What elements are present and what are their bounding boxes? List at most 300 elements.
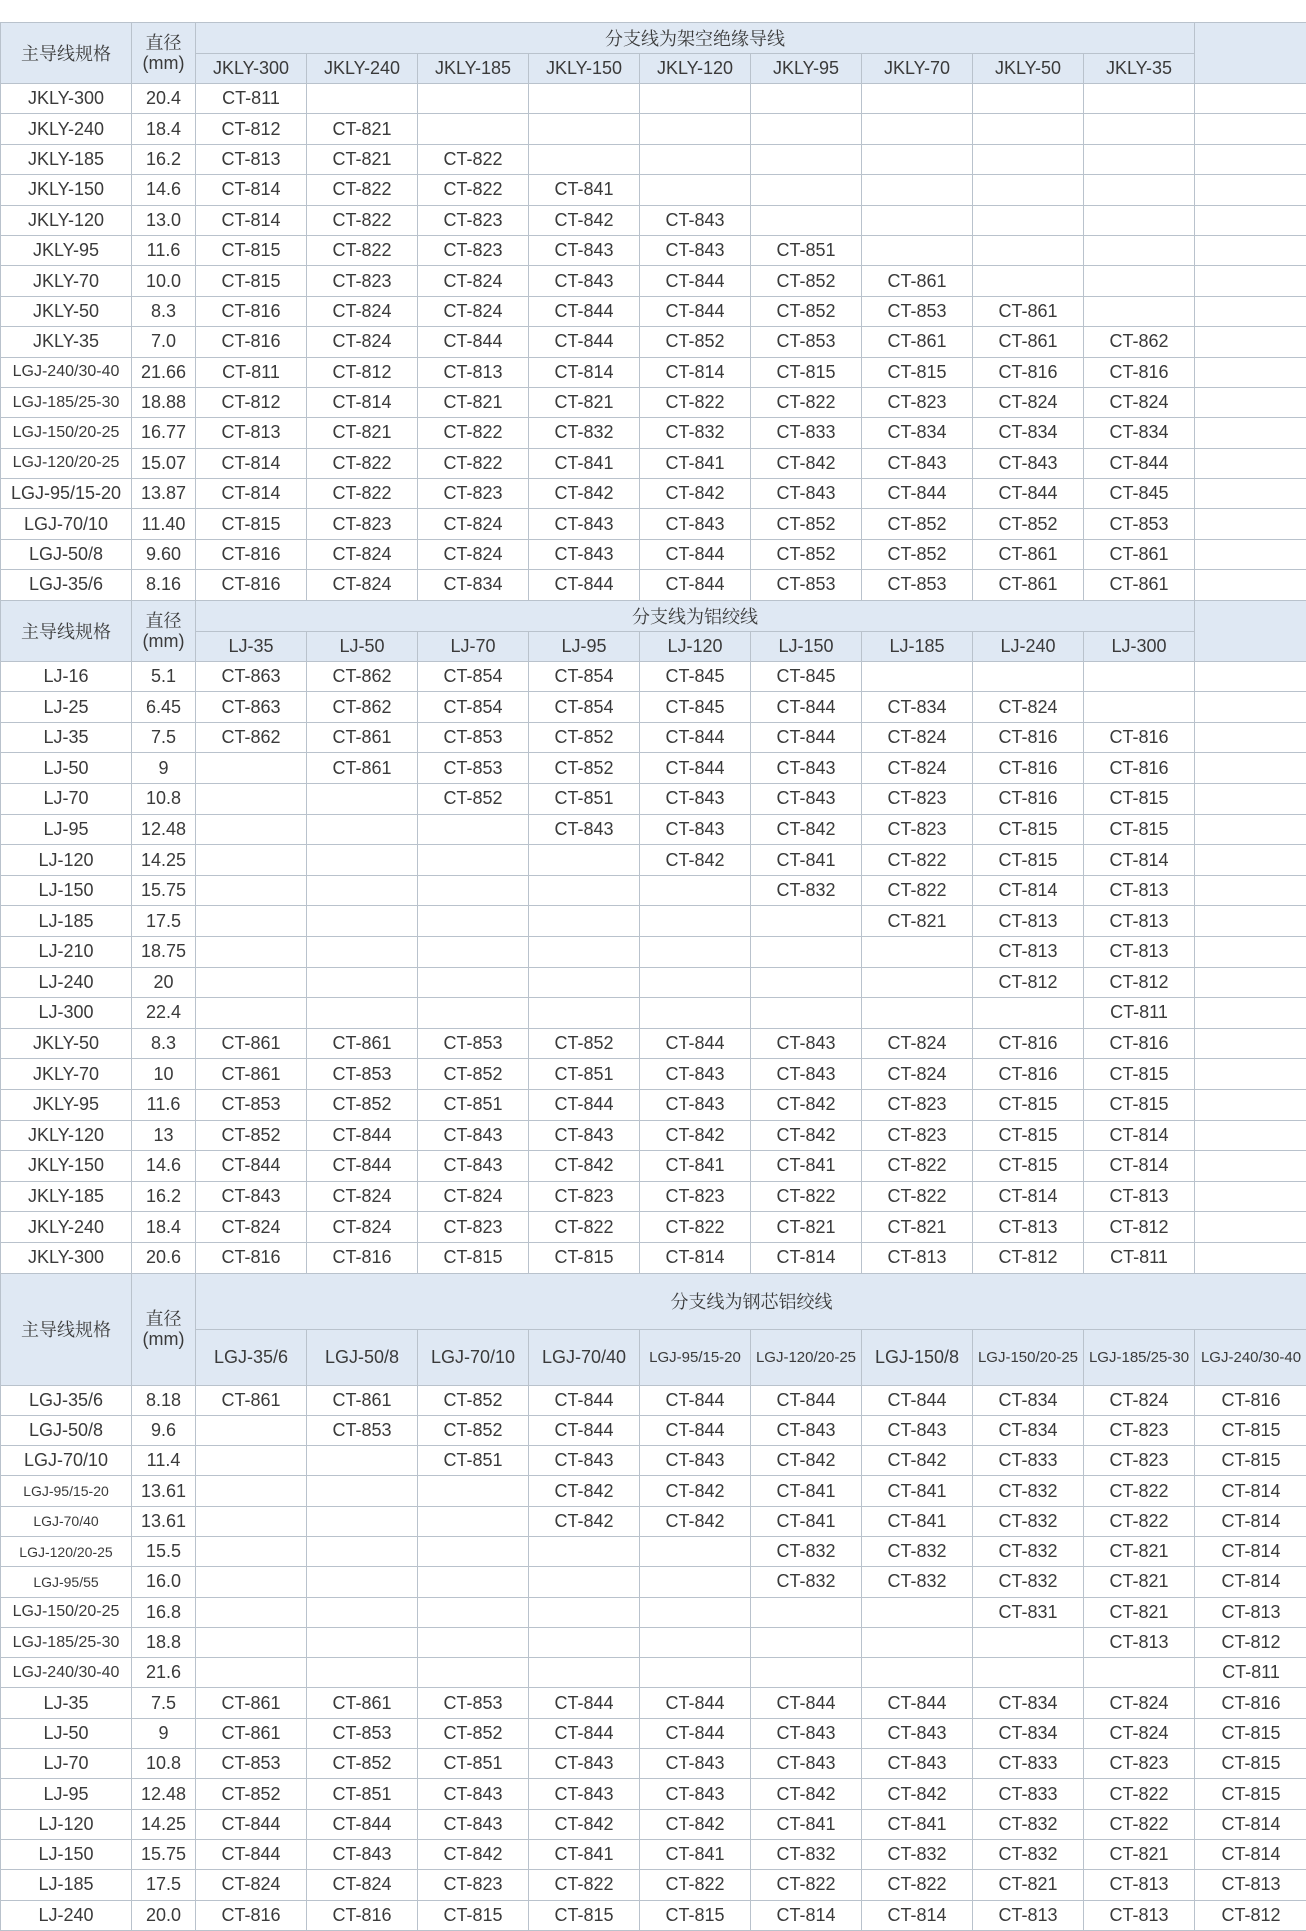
table-row	[1, 1120, 1306, 1151]
table-row	[1, 1627, 1306, 1657]
connector-model-cell: CT-834	[973, 1385, 1084, 1415]
connector-model-cell	[529, 1567, 640, 1597]
diameter-value: 8.3	[132, 296, 196, 326]
connector-model-cell: CT-844	[196, 1839, 307, 1869]
connector-model-cell: CT-861	[196, 1688, 307, 1718]
branch-columns-row	[1, 631, 1306, 661]
connector-model-cell: CT-822	[751, 1181, 862, 1212]
connector-model-cell: CT-815	[1084, 814, 1195, 845]
diameter-value: 10.8	[132, 1749, 196, 1779]
connector-model-cell	[1084, 84, 1195, 114]
connector-model-cell: CT-844	[640, 1028, 751, 1059]
connector-model-cell: CT-851	[529, 1059, 640, 1090]
connector-model-cell: CT-862	[307, 661, 418, 692]
connector-model-cell: CT-844	[307, 1151, 418, 1182]
connector-model-cell: CT-843	[529, 509, 640, 539]
connector-model-cell: CT-844	[640, 539, 751, 569]
connector-model-cell	[307, 936, 418, 967]
connector-model-cell: CT-843	[307, 1839, 418, 1869]
connector-model-cell: CT-853	[418, 1028, 529, 1059]
connector-model-cell: CT-853	[196, 1749, 307, 1779]
connector-model-cell: CT-822	[640, 387, 751, 417]
connector-model-cell: CT-852	[529, 722, 640, 753]
connector-model-cell: CT-845	[1084, 479, 1195, 509]
branch-column-header: LGJ-35/6	[196, 1329, 307, 1385]
connector-model-cell	[196, 1627, 307, 1657]
connector-model-cell: CT-844	[196, 1809, 307, 1839]
connector-model-cell: CT-833	[973, 1446, 1084, 1476]
connector-model-cell	[973, 1658, 1084, 1688]
connector-model-cell	[751, 84, 862, 114]
connector-model-cell: CT-861	[196, 1718, 307, 1748]
table-row	[1, 448, 1306, 478]
connector-model-cell	[1195, 205, 1306, 235]
diameter-value: 18.88	[132, 387, 196, 417]
connector-model-cell	[196, 906, 307, 937]
connector-model-cell: CT-816	[1084, 753, 1195, 784]
connector-model-cell: CT-844	[751, 1385, 862, 1415]
connector-model-cell: CT-815	[196, 266, 307, 296]
connector-model-cell	[1084, 296, 1195, 326]
branch-column-header: LJ-150	[751, 631, 862, 661]
main-conductor-spec: LGJ-95/15-20	[1, 479, 132, 509]
connector-model-cell	[1084, 661, 1195, 692]
table-row	[1, 906, 1306, 937]
connector-model-cell: CT-814	[640, 1242, 751, 1273]
connector-model-cell: CT-843	[529, 539, 640, 569]
connector-model-cell: CT-814	[196, 175, 307, 205]
table-row	[1, 1658, 1306, 1688]
connector-model-cell	[751, 144, 862, 174]
connector-model-cell: CT-843	[751, 1415, 862, 1445]
diameter-header: 直径 (mm)	[132, 600, 196, 661]
table-row	[1, 144, 1306, 174]
connector-model-cell: CT-843	[640, 205, 751, 235]
connector-model-cell: CT-851	[307, 1779, 418, 1809]
main-conductor-spec: LJ-240	[1, 967, 132, 998]
connector-model-cell	[529, 1537, 640, 1567]
connector-model-cell: CT-832	[973, 1476, 1084, 1506]
connector-model-cell: CT-821	[1084, 1567, 1195, 1597]
connector-model-cell: CT-832	[973, 1839, 1084, 1869]
connector-model-cell	[640, 875, 751, 906]
connector-model-cell: CT-844	[529, 1385, 640, 1415]
connector-model-cell: CT-841	[751, 1506, 862, 1536]
connector-model-cell	[307, 998, 418, 1029]
connector-model-cell	[973, 144, 1084, 174]
connector-model-cell: CT-841	[751, 845, 862, 876]
connector-model-cell: CT-843	[529, 1446, 640, 1476]
connector-model-cell: CT-821	[1084, 1537, 1195, 1567]
connector-model-cell: CT-824	[196, 1870, 307, 1900]
connector-model-cell	[418, 998, 529, 1029]
main-conductor-spec: LGJ-240/30-40	[1, 1658, 132, 1688]
connector-model-cell: CT-824	[418, 1181, 529, 1212]
blank-header-cell	[1195, 600, 1306, 661]
main-conductor-spec: JKLY-185	[1, 144, 132, 174]
connector-model-cell: CT-842	[529, 1151, 640, 1182]
connector-model-cell	[1195, 661, 1306, 692]
connector-model-cell: CT-813	[1084, 936, 1195, 967]
main-conductor-spec-header: 主导线规格	[1, 23, 132, 84]
branch-column-header: LJ-185	[862, 631, 973, 661]
connector-model-cell: CT-816	[973, 784, 1084, 815]
connector-model-cell	[529, 998, 640, 1029]
connector-model-cell: CT-842	[640, 1809, 751, 1839]
table-row	[1, 539, 1306, 569]
diameter-value: 20	[132, 967, 196, 998]
connector-model-cell: CT-813	[973, 1212, 1084, 1243]
connector-model-cell: CT-844	[640, 722, 751, 753]
diameter-value: 15.07	[132, 448, 196, 478]
connector-model-cell	[862, 661, 973, 692]
connector-model-cell: CT-823	[862, 814, 973, 845]
connector-model-cell: CT-816	[973, 722, 1084, 753]
connector-model-cell: CT-842	[640, 1506, 751, 1536]
connector-model-cell	[529, 906, 640, 937]
connector-model-cell: CT-844	[529, 296, 640, 326]
connector-model-cell: CT-852	[751, 296, 862, 326]
connector-model-cell	[196, 753, 307, 784]
diameter-value: 11.6	[132, 235, 196, 265]
connector-model-cell: CT-816	[196, 1242, 307, 1273]
connector-model-cell: CT-844	[640, 266, 751, 296]
connector-model-cell: CT-832	[862, 1537, 973, 1567]
connector-model-cell: CT-813	[1084, 875, 1195, 906]
main-conductor-spec: LGJ-185/25-30	[1, 1627, 132, 1657]
connector-model-cell: CT-854	[529, 692, 640, 723]
branch-column-header: LJ-120	[640, 631, 751, 661]
connector-model-cell: CT-814	[973, 1181, 1084, 1212]
connector-model-cell: CT-814	[1084, 1120, 1195, 1151]
connector-model-cell: CT-822	[862, 1181, 973, 1212]
connector-model-cell	[1195, 175, 1306, 205]
connector-model-cell	[1195, 1120, 1306, 1151]
table-row	[1, 784, 1306, 815]
diameter-value: 15.75	[132, 875, 196, 906]
table-row	[1, 661, 1306, 692]
connector-model-cell: CT-813	[1084, 1870, 1195, 1900]
table-row	[1, 1900, 1306, 1930]
connector-model-cell: CT-824	[307, 296, 418, 326]
connector-model-cell: CT-853	[751, 327, 862, 357]
connector-model-cell: CT-832	[751, 1839, 862, 1869]
connector-model-cell	[1195, 1089, 1306, 1120]
connector-model-cell	[1195, 387, 1306, 417]
connector-model-cell: CT-811	[1084, 1242, 1195, 1273]
connector-model-cell: CT-823	[307, 266, 418, 296]
connector-model-cell: CT-853	[862, 296, 973, 326]
diameter-value: 13	[132, 1120, 196, 1151]
connector-model-cell: CT-861	[196, 1385, 307, 1415]
branch-column-header: JKLY-240	[307, 54, 418, 84]
connector-model-cell: CT-844	[529, 1415, 640, 1445]
connector-model-cell: CT-813	[1195, 1597, 1306, 1627]
connector-model-cell: CT-844	[196, 1151, 307, 1182]
connector-model-cell: CT-811	[196, 84, 307, 114]
connector-model-cell	[418, 906, 529, 937]
connector-model-cell: CT-824	[1084, 1718, 1195, 1748]
connector-model-cell: CT-842	[751, 1446, 862, 1476]
connector-model-cell	[1084, 205, 1195, 235]
connector-model-cell: CT-814	[751, 1900, 862, 1930]
connector-model-cell	[196, 1446, 307, 1476]
branch-columns-row	[1, 1329, 1306, 1385]
diameter-value: 8.16	[132, 570, 196, 600]
connector-model-cell	[196, 814, 307, 845]
connector-model-cell	[1195, 784, 1306, 815]
connector-model-cell	[529, 1627, 640, 1657]
connector-model-cell: CT-851	[529, 784, 640, 815]
connector-model-cell: CT-843	[640, 1059, 751, 1090]
connector-model-cell	[307, 906, 418, 937]
main-conductor-spec-header: 主导线规格	[1, 600, 132, 661]
main-conductor-spec: LJ-120	[1, 845, 132, 876]
main-conductor-spec: LJ-120	[1, 1809, 132, 1839]
connector-model-cell	[307, 1567, 418, 1597]
connector-model-cell: CT-813	[196, 144, 307, 174]
connector-model-cell: CT-852	[307, 1089, 418, 1120]
connector-model-cell	[307, 84, 418, 114]
connector-model-cell: CT-851	[418, 1089, 529, 1120]
branch-column-header: LGJ-185/25-30	[1084, 1329, 1195, 1385]
connector-model-cell	[862, 205, 973, 235]
connector-model-cell: CT-843	[973, 448, 1084, 478]
connector-model-cell	[751, 114, 862, 144]
connector-model-cell: CT-843	[751, 1718, 862, 1748]
connector-model-cell: CT-816	[196, 539, 307, 569]
diameter-value: 20.0	[132, 1900, 196, 1930]
diameter-header: 直径 (mm)	[132, 1273, 196, 1385]
diameter-value: 18.4	[132, 1212, 196, 1243]
table-row	[1, 1476, 1306, 1506]
connector-model-cell: CT-823	[307, 509, 418, 539]
connector-model-cell	[862, 114, 973, 144]
connector-model-cell	[751, 967, 862, 998]
table-row	[1, 753, 1306, 784]
connector-model-cell: CT-844	[640, 1688, 751, 1718]
connector-model-cell: CT-824	[307, 1870, 418, 1900]
main-conductor-spec: LJ-95	[1, 1779, 132, 1809]
main-conductor-spec: LGJ-150/20-25	[1, 418, 132, 448]
table-row	[1, 1212, 1306, 1243]
connector-model-cell	[640, 1567, 751, 1597]
connector-model-cell: CT-863	[196, 692, 307, 723]
connector-model-cell: CT-861	[973, 539, 1084, 569]
connector-model-cell: CT-853	[1084, 509, 1195, 539]
connector-model-cell	[862, 936, 973, 967]
connector-model-cell	[196, 936, 307, 967]
connector-model-cell	[418, 114, 529, 144]
connector-model-cell: CT-842	[640, 479, 751, 509]
connector-model-cell: CT-812	[1195, 1900, 1306, 1930]
connector-model-cell: CT-814	[640, 357, 751, 387]
diameter-value: 21.6	[132, 1658, 196, 1688]
connector-model-cell: CT-815	[418, 1242, 529, 1273]
connector-model-cell: CT-812	[1195, 1627, 1306, 1657]
connector-model-cell: CT-843	[640, 1446, 751, 1476]
connector-model-cell: CT-842	[751, 1089, 862, 1120]
connector-model-cell: CT-812	[307, 357, 418, 387]
connector-model-cell: CT-814	[196, 448, 307, 478]
connector-model-cell	[529, 84, 640, 114]
connector-model-cell: CT-812	[973, 1242, 1084, 1273]
connector-model-cell	[751, 1627, 862, 1657]
connector-model-cell: CT-861	[1084, 570, 1195, 600]
connector-model-cell: CT-813	[1084, 1627, 1195, 1657]
connector-model-cell: CT-824	[307, 1181, 418, 1212]
main-conductor-spec: JKLY-35	[1, 327, 132, 357]
table-row	[1, 875, 1306, 906]
connector-model-cell	[196, 1597, 307, 1627]
main-conductor-spec: LJ-150	[1, 1839, 132, 1869]
connector-model-cell: CT-821	[862, 1212, 973, 1243]
connector-model-cell: CT-814	[196, 205, 307, 235]
connector-model-cell: CT-861	[973, 327, 1084, 357]
connector-model-cell: CT-822	[1084, 1779, 1195, 1809]
diameter-value: 14.25	[132, 845, 196, 876]
table-row	[1, 1059, 1306, 1090]
connector-model-cell: CT-854	[418, 661, 529, 692]
connector-model-cell: CT-823	[418, 205, 529, 235]
connector-model-cell: CT-841	[640, 448, 751, 478]
branch-column-header: LJ-50	[307, 631, 418, 661]
diameter-value: 9	[132, 753, 196, 784]
connector-model-cell: CT-814	[307, 387, 418, 417]
connector-model-cell	[529, 114, 640, 144]
connector-model-cell	[862, 175, 973, 205]
connector-model-cell	[307, 845, 418, 876]
branch-column-header: LJ-35	[196, 631, 307, 661]
diameter-value: 9.6	[132, 1415, 196, 1445]
connector-model-cell: CT-841	[640, 1151, 751, 1182]
main-conductor-spec: LJ-185	[1, 906, 132, 937]
connector-model-cell: CT-816	[973, 1059, 1084, 1090]
connector-model-cell: CT-815	[1195, 1415, 1306, 1445]
connector-model-cell: CT-861	[307, 1028, 418, 1059]
connector-model-cell	[418, 967, 529, 998]
connector-model-cell: CT-852	[418, 1415, 529, 1445]
diameter-value: 12.48	[132, 814, 196, 845]
connector-model-cell: CT-841	[640, 1839, 751, 1869]
connector-model-cell: CT-815	[196, 235, 307, 265]
connector-model-cell: CT-844	[862, 1688, 973, 1718]
connector-model-cell	[307, 1537, 418, 1567]
connector-model-cell: CT-815	[1084, 1059, 1195, 1090]
connector-model-cell: CT-844	[307, 1120, 418, 1151]
connector-model-cell: CT-814	[1195, 1839, 1306, 1869]
connector-model-cell: CT-832	[973, 1537, 1084, 1567]
connector-model-cell: CT-861	[973, 296, 1084, 326]
connector-model-cell: CT-852	[418, 1059, 529, 1090]
branch-group-title: 分支线为钢芯铝绞线	[196, 1273, 1306, 1329]
connector-model-cell: CT-845	[640, 661, 751, 692]
connector-model-cell	[862, 1597, 973, 1627]
connector-model-cell	[1195, 327, 1306, 357]
connector-model-cell: CT-843	[862, 1718, 973, 1748]
connector-model-cell: CT-813	[973, 906, 1084, 937]
connector-model-cell: CT-843	[418, 1809, 529, 1839]
connector-model-cell: CT-832	[973, 1567, 1084, 1597]
main-conductor-spec: LJ-70	[1, 1749, 132, 1779]
connector-model-cell	[862, 1627, 973, 1657]
main-conductor-spec: LGJ-95/55	[1, 1567, 132, 1597]
connector-model-cell	[418, 1658, 529, 1688]
connector-model-cell: CT-861	[1084, 539, 1195, 569]
connector-model-cell	[640, 967, 751, 998]
connector-model-cell: CT-822	[1084, 1476, 1195, 1506]
diameter-value: 9	[132, 1718, 196, 1748]
connector-model-cell: CT-821	[751, 1212, 862, 1243]
connector-model-cell: CT-841	[529, 1839, 640, 1869]
connector-model-cell	[196, 967, 307, 998]
connector-model-cell	[1195, 998, 1306, 1029]
connector-model-cell: CT-843	[640, 784, 751, 815]
connector-model-cell: CT-844	[418, 327, 529, 357]
connector-model-cell: CT-852	[751, 539, 862, 569]
connector-model-cell: CT-853	[751, 570, 862, 600]
table-row	[1, 327, 1306, 357]
connector-model-cell: CT-844	[640, 1415, 751, 1445]
connector-model-cell: CT-844	[640, 296, 751, 326]
main-conductor-spec: LGJ-50/8	[1, 539, 132, 569]
main-conductor-spec: JKLY-70	[1, 1059, 132, 1090]
connector-model-cell: CT-842	[862, 1779, 973, 1809]
table-row	[1, 1181, 1306, 1212]
connector-model-cell	[973, 661, 1084, 692]
connector-model-cell: CT-842	[751, 1779, 862, 1809]
connector-model-cell: CT-823	[862, 784, 973, 815]
connector-model-cell: CT-812	[1084, 1212, 1195, 1243]
diameter-value: 11.6	[132, 1089, 196, 1120]
connector-model-cell: CT-815	[1195, 1779, 1306, 1809]
diameter-value: 13.61	[132, 1476, 196, 1506]
table-row	[1, 387, 1306, 417]
table-row	[1, 845, 1306, 876]
connector-model-cell: CT-816	[196, 570, 307, 600]
connector-model-cell	[751, 1597, 862, 1627]
connector-model-cell	[1195, 753, 1306, 784]
connector-model-cell	[196, 1506, 307, 1536]
connector-model-cell: CT-862	[307, 692, 418, 723]
connector-model-cell: CT-842	[751, 1120, 862, 1151]
connector-model-cell: CT-814	[862, 1900, 973, 1930]
main-conductor-spec: LGJ-95/15-20	[1, 1476, 132, 1506]
connector-model-cell	[640, 114, 751, 144]
connector-selection-tables	[0, 22, 1306, 1931]
table-row	[1, 418, 1306, 448]
connector-model-cell: CT-832	[862, 1567, 973, 1597]
connector-model-cell: CT-853	[418, 722, 529, 753]
connector-model-cell: CT-815	[751, 357, 862, 387]
connector-model-cell	[418, 1476, 529, 1506]
connector-model-cell: CT-861	[196, 1028, 307, 1059]
connector-model-cell: CT-862	[1084, 327, 1195, 357]
connector-model-cell: CT-822	[307, 205, 418, 235]
connector-model-cell	[196, 784, 307, 815]
connector-model-cell	[307, 1627, 418, 1657]
connector-model-cell	[307, 1476, 418, 1506]
connector-model-cell	[1195, 936, 1306, 967]
connector-model-cell	[1195, 845, 1306, 876]
connector-model-cell: CT-843	[529, 1779, 640, 1809]
connector-model-cell	[307, 1597, 418, 1627]
connector-model-cell: CT-842	[529, 1476, 640, 1506]
connector-model-cell: CT-844	[529, 570, 640, 600]
connector-model-cell: CT-843	[640, 1779, 751, 1809]
branch-columns-row	[1, 54, 1306, 84]
connector-model-cell: CT-853	[307, 1059, 418, 1090]
